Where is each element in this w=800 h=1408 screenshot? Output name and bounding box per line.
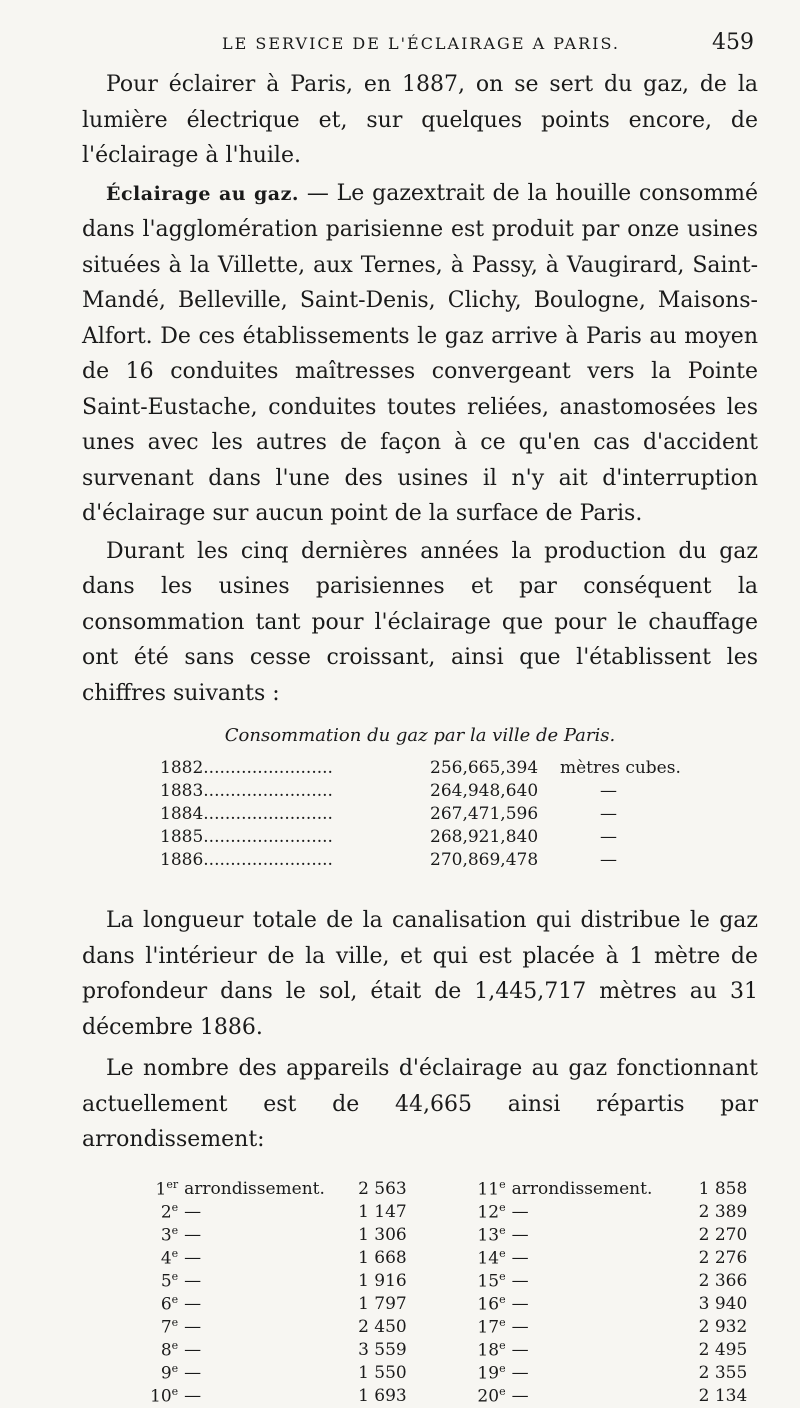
ordinal-suffix: e [171, 1316, 179, 1330]
table-row [150, 1224, 758, 1247]
cell-value: 270,869,478 [430, 849, 539, 870]
running-header [82, 30, 758, 55]
arrondissement-number [464, 1201, 505, 1224]
table-row [150, 1201, 758, 1224]
paragraph-intro [82, 67, 758, 174]
fixture-count-text: 1 550 [358, 1363, 407, 1383]
arrondissement-number-text: 3 [160, 1225, 172, 1246]
arrondissement-label [506, 1201, 699, 1224]
consumption-table [160, 756, 740, 871]
arrondissement-number [464, 1247, 505, 1270]
arrondissement-number-text: 14 [477, 1248, 500, 1269]
arrondissement-number [150, 1385, 178, 1408]
arrondissement-number [150, 1270, 178, 1293]
arrondissement-number [150, 1247, 178, 1270]
cell-unit: — [600, 826, 617, 847]
arrondissement-label-text: arrondissement. [184, 1179, 325, 1199]
ordinal-suffix: e [499, 1316, 506, 1330]
fixture-count-text: 2 495 [698, 1340, 748, 1360]
table-row [150, 1293, 758, 1316]
arrondissement-number [150, 1362, 178, 1385]
fixture-count-text: 3 940 [698, 1294, 748, 1314]
cell-unit: — [600, 849, 617, 870]
arrondissement-number [150, 1201, 178, 1224]
table-row [150, 1316, 758, 1339]
arrondissement-label [506, 1339, 699, 1362]
arrondissement-label [506, 1178, 699, 1201]
arrondissement-label [506, 1270, 699, 1293]
table-row [160, 802, 740, 825]
fixture-count-text: 2 270 [698, 1225, 748, 1245]
fixture-count-text: 2 932 [698, 1317, 748, 1337]
arrondissement-label [506, 1293, 699, 1316]
fixture-count-text: 2 563 [358, 1179, 407, 1199]
table-row [150, 1385, 758, 1408]
fixture-count-text: 1 306 [358, 1225, 407, 1245]
ordinal-suffix: e [499, 1339, 506, 1353]
ordinal-suffix: e [171, 1293, 179, 1307]
arrondissement-label [178, 1270, 358, 1293]
paragraph-fixtures-text: Le nombre des appareils d'éclairage au gaz fonctionnant actuellement est de 44,665 ainsi répartis par arrondissement: [82, 1056, 758, 1152]
fixture-count [358, 1201, 464, 1224]
arrondissement-label [506, 1247, 699, 1270]
fixture-count-text: 1 858 [698, 1179, 748, 1199]
arrondissement-number-text: 15 [477, 1271, 500, 1292]
arrondissement-label [178, 1339, 358, 1362]
arrondissement-label [506, 1362, 699, 1385]
arrondissement-number [150, 1316, 178, 1339]
ordinal-suffix: e [171, 1362, 179, 1376]
table-row [160, 756, 740, 779]
arrondissement-number-text: 18 [477, 1340, 500, 1361]
cell-unit: — [600, 803, 617, 824]
fixture-count [699, 1293, 758, 1316]
fixture-count-text: 2 389 [698, 1202, 748, 1222]
arrondissement-label [178, 1385, 358, 1408]
fixture-count [358, 1385, 464, 1408]
arrondissement-number-text: 6 [160, 1294, 172, 1315]
cell-unit: mètres cubes. [560, 757, 681, 778]
fixture-count-text: 1 668 [358, 1248, 407, 1268]
fixture-count [699, 1224, 758, 1247]
cell-year: 1886........................ [160, 849, 333, 870]
ordinal-suffix: e [171, 1247, 179, 1261]
fixture-count-text: 2 450 [358, 1317, 407, 1337]
arrondissement-label-text: — [184, 1363, 202, 1383]
ordinal-suffix: e [499, 1201, 506, 1215]
arrondissement-label-text: — [184, 1386, 202, 1406]
arrondissement-number-text: 7 [160, 1317, 172, 1338]
cell-year: 1885........................ [160, 826, 333, 847]
ordinal-suffix: e [171, 1224, 179, 1238]
ordinal-suffix: e [499, 1178, 506, 1192]
fixture-count-text: 1 916 [358, 1271, 407, 1291]
cell-year: 1883........................ [160, 780, 333, 801]
arrondissement-number-text: 11 [477, 1179, 500, 1200]
fixture-count [358, 1270, 464, 1293]
fixture-count [699, 1247, 758, 1270]
arrondissement-number-text: 16 [477, 1294, 500, 1315]
cell-value: 267,471,596 [430, 803, 539, 824]
arrondissement-number-text: 13 [477, 1225, 500, 1246]
arrondissement-label-text: — [184, 1202, 202, 1222]
arrondissement-number [464, 1385, 505, 1408]
arrondissement-label [178, 1362, 358, 1385]
arrondissement-label-text: — [184, 1340, 202, 1360]
arrondissement-number-text: 19 [477, 1363, 500, 1384]
table-row [160, 825, 740, 848]
arrondissement-label [506, 1224, 699, 1247]
arrondissement-label-text: — [184, 1271, 202, 1291]
arrondissement-number-text: 12 [477, 1202, 500, 1223]
fixture-count-text: 2 366 [698, 1271, 748, 1291]
arrondissement-number-text: 9 [160, 1363, 172, 1384]
arrondissement-label [178, 1178, 358, 1201]
arrondissement-number [464, 1270, 505, 1293]
arrondissement-label [178, 1201, 358, 1224]
fixture-count-text: 2 276 [698, 1248, 748, 1268]
cell-unit: — [600, 780, 617, 801]
cell-value: 268,921,840 [430, 826, 539, 847]
arrondissement-label-text: — [184, 1317, 202, 1337]
paragraph-pipes [82, 903, 758, 1045]
ordinal-suffix: er [166, 1178, 179, 1192]
fixture-count [358, 1178, 464, 1201]
arrondissement-number-text: 8 [160, 1340, 172, 1361]
fixture-count [699, 1339, 758, 1362]
arrondissement-number [464, 1362, 505, 1385]
ordinal-suffix: e [499, 1293, 506, 1307]
ordinal-suffix: e [171, 1339, 179, 1353]
arrondissement-number-text: 4 [160, 1248, 172, 1269]
arrondissement-label-text: — [511, 1340, 529, 1360]
table-row [150, 1270, 758, 1293]
ordinal-suffix: e [171, 1385, 179, 1399]
ordinal-suffix: e [499, 1247, 506, 1261]
ordinal-suffix: e [499, 1385, 506, 1399]
fixture-count [699, 1385, 758, 1408]
arrondissement-label-text: — [184, 1248, 202, 1268]
fixture-count-text: 1 797 [358, 1294, 407, 1314]
arrondissement-label-text: — [511, 1294, 529, 1314]
fixture-count [699, 1316, 758, 1339]
paragraph-fixtures [82, 1051, 758, 1158]
paragraph-gas-text: — Le gazextrait de la houille consommé dans l'agglomération parisienne est produit par onze usines situées à la Villette, aux Ternes, à Passy, à Vaugirard, Saint-Mandé, Belleville, Saint-Denis, Clichy, Boulogne, Maisons-Alfort. De ces établissements le gaz arrive à Paris au moyen de 16 conduites maîtresses convergeant vers la Pointe Saint-Eustache, conduites toutes reliées, anastomosées les unes avec les autres de façon à ce qu'en cas d'accident survenant dans l'une des usines il n'y ait d'interruption d'éclairage sur aucun point de la surface de Paris. [82, 180, 758, 526]
arrondissement-number [150, 1339, 178, 1362]
arrondissement-number-text: 20 [477, 1386, 500, 1407]
fixture-count [699, 1178, 758, 1201]
arrondissement-number-text: 1 [155, 1179, 167, 1200]
arrondissement-label-text: — [511, 1202, 529, 1222]
table-row [150, 1362, 758, 1385]
arrondissement-number-text: 2 [160, 1202, 172, 1223]
cell-year: 1884........................ [160, 803, 333, 824]
arrondissement-number [150, 1224, 178, 1247]
arrondissement-label-text: — [511, 1363, 529, 1383]
fixture-count-text: 2 134 [698, 1386, 748, 1406]
fixture-count [358, 1293, 464, 1316]
arrondissement-number [464, 1339, 505, 1362]
paragraph-production [82, 534, 758, 712]
cell-value: 264,948,640 [430, 780, 539, 801]
paragraph-production-text: Durant les cinq dernières années la production du gaz dans les usines parisiennes et par conséquent la consommation tant pour l'éclairage que pour le chauffage ont été sans cesse croissant, ainsi que l'établissent les chiffres suivants : [82, 538, 758, 706]
arrondissement-label-text: — [184, 1294, 202, 1314]
paragraph-pipes-text: La longueur totale de la canalisation qui distribue le gaz dans l'intérieur de la ville, et qui est placée à 1 mètre de profondeur dans le sol, était de 1,445,717 mètres au 31 décembre 1886. [82, 908, 758, 1040]
fixture-count-text: 1 147 [358, 1202, 407, 1222]
table-row [150, 1247, 758, 1270]
arrondissement-label-text: — [511, 1271, 529, 1291]
arrondissement-number-text: 5 [160, 1271, 172, 1292]
arrondissement-number-text: 10 [150, 1386, 172, 1407]
arrondissement-label [178, 1247, 358, 1270]
arrondissement-label-text: — [511, 1317, 529, 1337]
table-row [160, 848, 740, 871]
table-caption: Consommation du gaz par la ville de Paris. [224, 725, 616, 746]
arrondissement-label-text: — [511, 1248, 529, 1268]
arrondissement-label [178, 1293, 358, 1316]
arrondissement-number [464, 1293, 505, 1316]
table-row [160, 779, 740, 802]
paragraph-gas [82, 176, 758, 532]
fixture-count-text: 3 559 [358, 1340, 407, 1360]
table-row [150, 1178, 758, 1201]
fixture-count [358, 1224, 464, 1247]
fixture-count [699, 1270, 758, 1293]
arrondissement-number [150, 1178, 178, 1201]
arrondissement-label-text: — [511, 1386, 529, 1406]
fixture-count [699, 1201, 758, 1224]
arrondissement-label [506, 1316, 699, 1339]
arrondissement-label [506, 1385, 699, 1408]
fixture-count [358, 1247, 464, 1270]
arrondissement-number-text: 17 [477, 1317, 500, 1338]
fixture-count-text: 2 355 [698, 1363, 748, 1383]
running-title: LE SERVICE DE L'ÉCLAIRAGE A PARIS. [222, 34, 620, 53]
arrondissement-number [464, 1178, 505, 1201]
fixture-count [358, 1362, 464, 1385]
fixture-count-text: 1 693 [358, 1386, 407, 1406]
paragraph-intro-text: Pour éclairer à Paris, en 1887, on se sert du gaz, de la lumière électrique et, sur quelques points encore, de l'éclairage à l'huile. [82, 72, 758, 168]
cell-year: 1882........................ [160, 757, 333, 778]
page-number: 459 [712, 30, 754, 55]
section-heading-gas: Éclairage au gaz. [106, 182, 300, 205]
arrondissement-label [178, 1224, 358, 1247]
arrondissement-label-text: arrondissement. [511, 1179, 653, 1199]
ordinal-suffix: e [499, 1224, 506, 1238]
arrondissement-label [178, 1316, 358, 1339]
arrondissement-number [464, 1316, 505, 1339]
arrondissement-number [464, 1224, 505, 1247]
ordinal-suffix: e [499, 1270, 506, 1284]
cell-value: 256,665,394 [430, 757, 539, 778]
ordinal-suffix: e [499, 1362, 506, 1376]
arrondissement-number [150, 1293, 178, 1316]
ordinal-suffix: e [171, 1201, 179, 1215]
arrondissement-label-text: — [184, 1225, 202, 1245]
table-row [150, 1339, 758, 1362]
fixture-count [358, 1339, 464, 1362]
fixture-count [699, 1362, 758, 1385]
arrondissement-label-text: — [511, 1225, 529, 1245]
fixture-count [358, 1316, 464, 1339]
ordinal-suffix: e [171, 1270, 179, 1284]
arrondissement-table [150, 1178, 758, 1408]
